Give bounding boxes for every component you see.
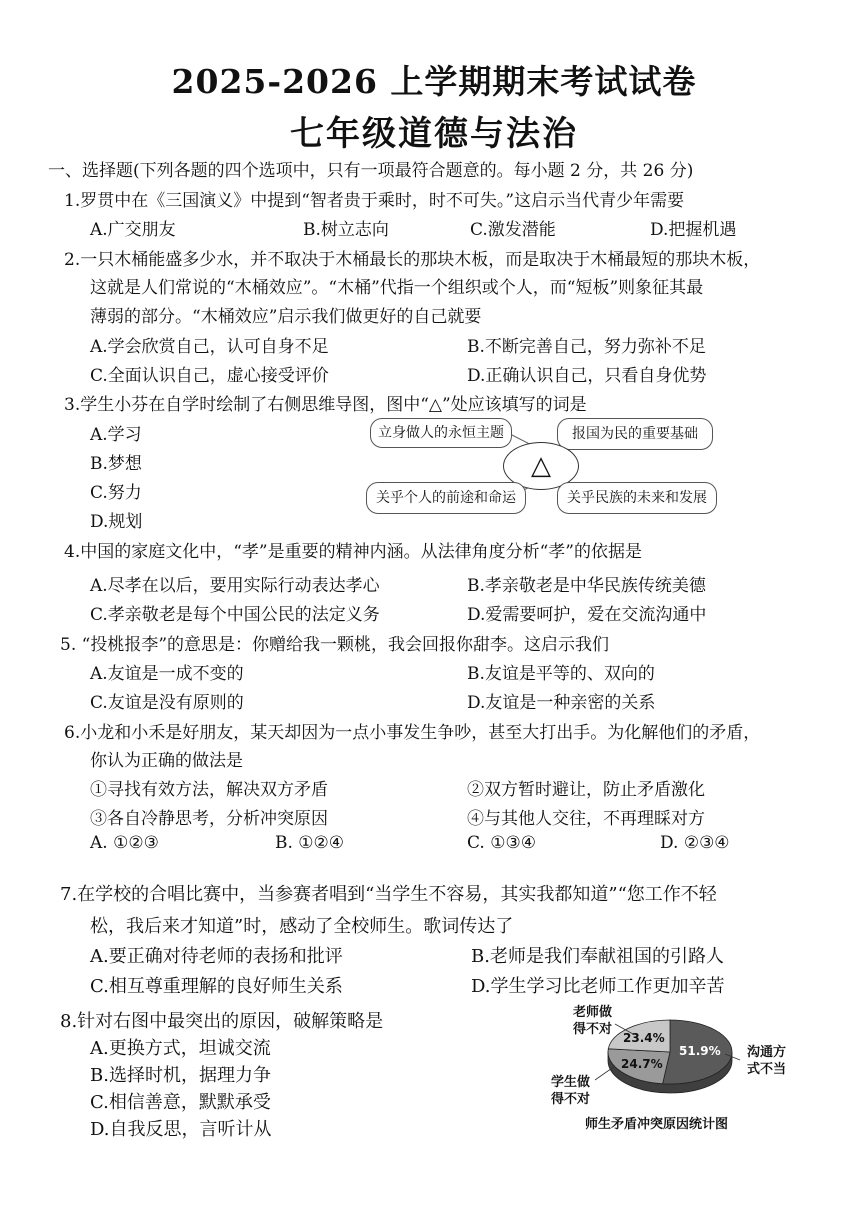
pie-label-communication-line1: 沟通方 [747, 1045, 787, 1060]
q4-stem: 4.中国的家庭文化中，“孝”是重要的精神内涵。从法律角度分析“孝”的依据是 [64, 542, 642, 562]
q8-option-d: D.自我反思，言听计从 [90, 1119, 272, 1140]
q2-stem-line2: 这就是人们常说的“木桶效应”。“木桶”代指一个组织或个人，而“短板”则象征其最 [90, 278, 704, 298]
q5-option-b: B.友谊是平等的、双向的 [467, 664, 655, 684]
mind-box-top-right: 报国为民的重要基础 [557, 418, 713, 450]
q7-option-b: B.老师是我们奉献祖国的引路人 [471, 946, 724, 967]
pie-label-student [551, 1074, 590, 1108]
q2-option-a: A.学会欣赏自己，认可自身不足 [90, 337, 329, 357]
q6-option-c: C. ①③④ [467, 833, 536, 853]
q5-option-c: C.友谊是没有原则的 [90, 693, 244, 713]
q8-option-b: B.选择时机，据理力争 [90, 1065, 271, 1086]
q1-option-a: A.广交朋友 [90, 220, 176, 240]
q2-option-d: D.正确认识自己，只看自身优势 [467, 366, 707, 386]
pie-label-communication [747, 1044, 786, 1078]
q7-option-a: A.要正确对待老师的表扬和批评 [90, 946, 343, 967]
q8-option-c: C.相信善意，默默承受 [90, 1092, 271, 1113]
q3-option-b: B.梦想 [90, 454, 142, 474]
pie-label-communication-line2: 式不当 [747, 1062, 787, 1077]
pie-chart-title: 师生矛盾冲突原因统计图 [585, 1117, 729, 1132]
mind-box-bottom-right: 关乎民族的未来和发展 [557, 482, 717, 514]
q6-item-2: ②双方暂时避让，防止矛盾激化 [467, 780, 705, 800]
q3-option-d: D.规划 [90, 512, 143, 532]
q5-option-a: A.友谊是一成不变的 [90, 664, 244, 684]
q1-stem: 1.罗贯中在《三国演义》中提到“智者贵于乘时，时不可失。”这启示当代青少年需要 [64, 191, 685, 211]
q4-option-a: A.尽孝在以后，要用实际行动表达孝心 [90, 576, 380, 596]
q7-stem-line2: 松，我后来才知道”时，感动了全校师生。歌词传达了 [90, 916, 514, 937]
q4-option-b: B.孝亲敬老是中华民族传统美德 [467, 576, 706, 596]
q2-option-c: C.全面认识自己，虚心接受评价 [90, 366, 329, 386]
pie-label-student-line1: 学生做 [551, 1075, 591, 1090]
mind-map [360, 412, 720, 518]
q1-option-b: B.树立志向 [303, 220, 389, 240]
q8-option-a: A.更换方式，坦诚交流 [90, 1038, 271, 1059]
q2-stem-line1: 2.一只木桶能盛多少水，并不取决于木桶最长的那块木板，而是取决于木桶最短的那块木板， [64, 250, 761, 270]
section-heading: 一、选择题(下列各题的四个选项中，只有一项最符合题意的。每小题 2 分，共 26 分) [48, 161, 694, 181]
q2-stem-line3: 薄弱的部分。“木桶效应”启示我们做更好的自己就要 [90, 307, 482, 327]
pie-label-teacher-line2: 得不对 [573, 1022, 613, 1037]
pie-label-teacher-line1: 老师做 [573, 1005, 613, 1020]
q6-option-d: D. ②③④ [660, 833, 730, 853]
q1-option-d: D.把握机遇 [650, 220, 737, 240]
q7-stem-line1: 7.在学校的合唱比赛中，当参赛者唱到“当学生不容易，其实我都知道”“您工作不轻 [60, 884, 717, 905]
q3-option-c: C.努力 [90, 483, 142, 503]
pie-chart [535, 1000, 835, 1140]
pie-value-teacher: 23.4% [623, 1031, 665, 1045]
exam-subtitle: 七年级道德与法治 [290, 114, 578, 154]
q7-option-c: C.相互尊重理解的良好师生关系 [90, 976, 343, 997]
q6-stem-line2: 你认为正确的做法是 [90, 751, 243, 771]
q4-option-d: D.爱需要呵护，爱在交流沟通中 [467, 605, 707, 625]
exam-title: 2025-2026 上学期期末考试试卷 [171, 62, 697, 101]
pie-label-student-line2: 得不对 [551, 1092, 591, 1107]
q6-item-4: ④与其他人交往，不再理睬对方 [467, 809, 705, 829]
q6-option-a: A. ①②③ [90, 833, 159, 853]
q7-option-d: D.学生学习比老师工作更加辛苦 [471, 976, 725, 997]
q8-stem: 8.针对右图中最突出的原因，破解策略是 [60, 1011, 384, 1032]
q5-option-d: D.友谊是一种亲密的关系 [467, 693, 656, 713]
mind-center-triangle: △ [503, 442, 579, 490]
q6-item-1: ①寻找有效方法，解决双方矛盾 [90, 780, 328, 800]
q5-stem: 5. “投桃报李”的意思是：你赠给我一颗桃，我会回报你甜李。这启示我们 [60, 635, 610, 655]
q3-stem: 3.学生小芬在自学时绘制了右侧思维导图，图中“△”处应该填写的词是 [64, 395, 587, 415]
q6-item-3: ③各自冷静思考，分析冲突原因 [90, 809, 328, 829]
mind-box-bottom-left: 关乎个人的前途和命运 [366, 482, 526, 514]
q1-option-c: C.激发潜能 [470, 220, 556, 240]
q6-option-b: B. ①②④ [275, 833, 345, 853]
q3-option-a: A.学习 [90, 425, 142, 445]
pie-value-student: 24.7% [621, 1057, 663, 1071]
q2-option-b: B.不断完善自己，努力弥补不足 [467, 337, 706, 357]
q6-stem-line1: 6.小龙和小禾是好朋友，某天却因为一点小事发生争吵，甚至大打出手。为化解他们的矛盾， [64, 723, 761, 743]
pie-label-teacher [573, 1004, 612, 1038]
mind-box-top-left: 立身做人的永恒主题 [370, 418, 512, 448]
pie-value-communication: 51.9% [679, 1044, 721, 1058]
q4-option-c: C.孝亲敬老是每个中国公民的法定义务 [90, 605, 380, 625]
